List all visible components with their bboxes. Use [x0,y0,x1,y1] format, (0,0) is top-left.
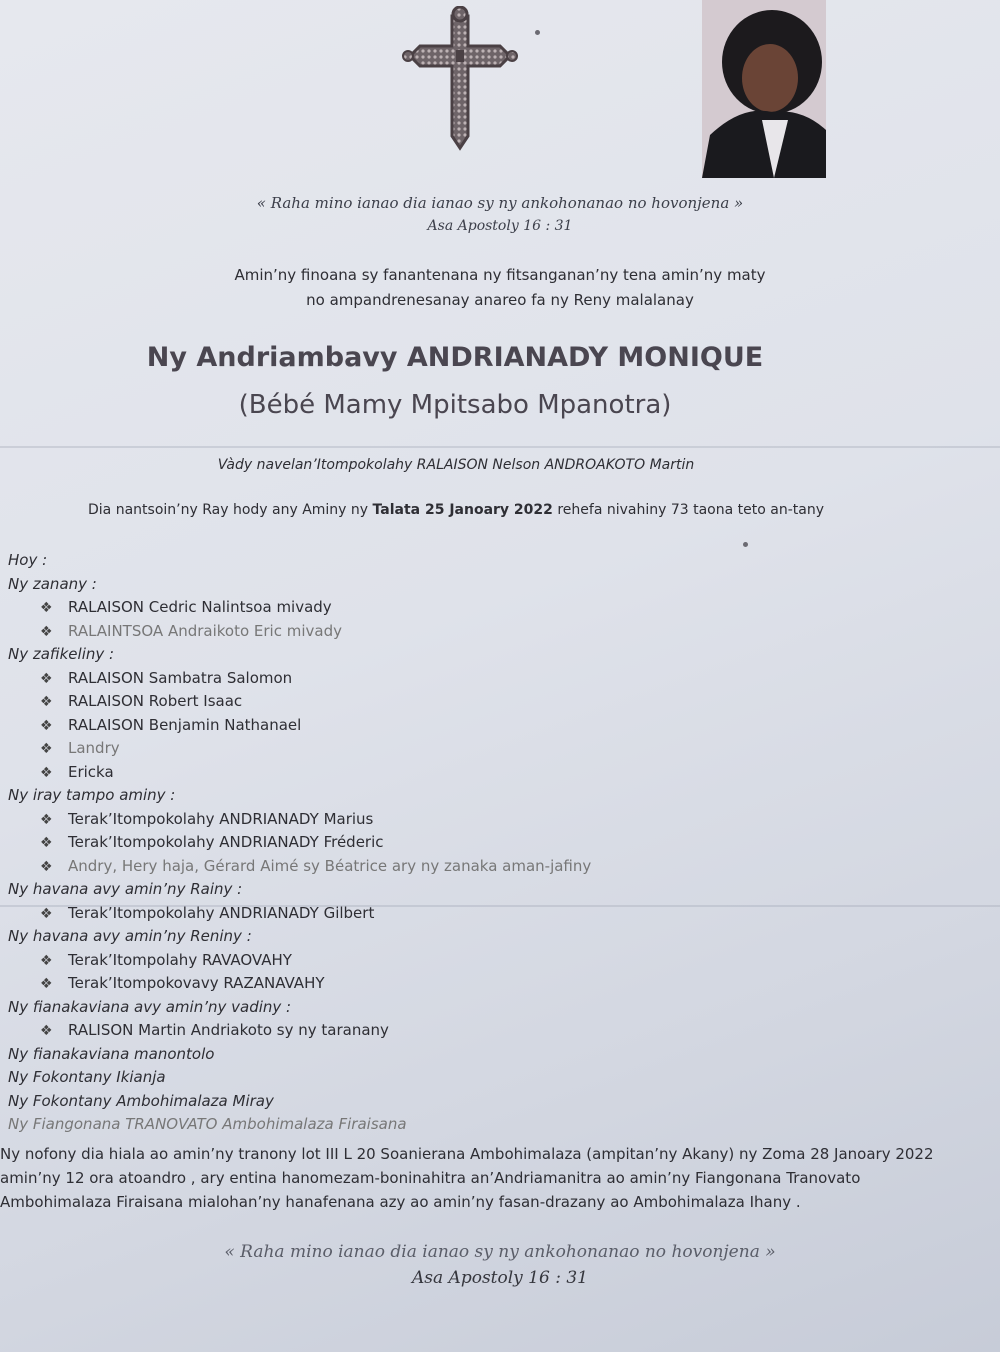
burial-line-2: amin’ny 12 ora atoandro , ary entina hanomezam-boninahitra an’Andriamanitra ao amin’ny Fiangonana Tranovato [0,1169,861,1187]
husband-family-heading: Ny fianakaviana avy amin’ny vadiny : [8,997,292,1016]
bullet-icon: ❖ [40,905,53,922]
intro-line-1: Amin’ny finoana sy fanantenana ny fitsanganan’ny tena amin’ny maty [234,266,766,284]
list-item: ❖ Andry, Hery haja, Gérard Aimé sy Béatrice ary ny zanaka aman-jafiny [8,855,968,879]
burial-line-1: Ny nofony dia hiala ao amin’ny tranony lot III L 20 Soanierana Ambohimalaza (ampitan’ny Akany) ny Zoma 28 Janoary 2022 [0,1145,934,1163]
paper-speck [743,542,748,547]
list-item: ❖ Landry [8,737,968,761]
fokontany-ikianja-line: Ny Fokontany Ikianja [8,1068,166,1086]
list-item: ❖ Terak’Itompokolahy ANDRIANADY Fréderic [8,831,968,855]
deceased-name: Ny Andriambavy ANDRIANADY MONIQUE [146,342,764,373]
portrait-photo [702,0,826,178]
bullet-icon: ❖ [40,741,53,757]
bullet-icon: ❖ [40,835,53,851]
bullet-icon: ❖ [40,976,53,992]
bullet-icon: ❖ [40,694,53,710]
list-item: ❖ Ericka [8,761,968,785]
death-notice-text: Dia nantsoin’ny Ray hody any Aminy ny [88,502,373,518]
deceased-nickname: (Bébé Mamy Mpitsabo Mpanotra) [238,390,672,420]
list-item: ❖ RALAISON Benjamin Nathanael [8,714,968,738]
list-item: ❖ Terak’Itompolahy RAVAOVAHY [8,949,968,973]
list-item: ❖ Terak’Itompokolahy ANDRIANADY Gilbert [8,902,968,926]
church-line: Ny Fiangonana TRANOVATO Ambohimalaza Firaisana [8,1115,407,1133]
fokontany-ambohimalaza-line: Ny Fokontany Ambohimalaza Miray [8,1091,274,1110]
list-item: ❖ RALISON Martin Andriakoto sy ny taranany [8,1019,968,1043]
list-item: ❖ Terak’Itompokolahy ANDRIANADY Marius [8,808,968,832]
bullet-icon: ❖ [40,811,53,828]
paper-speck [535,30,540,35]
family-list [8,549,968,1137]
death-notice-age: rehefa nivahiny 73 taona teto an-tany [552,502,824,518]
closing-bible-verse: « Raha mino ianao dia ianao sy ny ankohonanao no hovonjena » [224,1242,776,1262]
mother-side-heading: Ny havana avy amin’ny Reniny : [8,927,252,945]
bullet-icon: ❖ [40,858,53,875]
father-side-heading: Ny havana avy amin’ny Rainy : [8,880,243,898]
death-notice [0,502,912,518]
bullet-icon: ❖ [40,952,53,969]
children-heading: Ny zanany : [8,574,97,593]
spouse-line: Vàdy navelan’Itompokolahy RALAISON Nelson ANDROAKOTO Martin [217,457,695,473]
bullet-icon: ❖ [40,1023,53,1039]
bullet-icon: ❖ [40,717,53,734]
bible-verse: « Raha mino ianao dia ianao sy ny ankohonanao no hovonjena » [256,194,744,212]
death-date: Talata 25 Janoary 2022 [372,502,553,518]
burial-paragraph [0,1142,990,1214]
bullet-icon: ❖ [40,670,53,687]
burial-line-3: Ambohimalaza Firaisana mialohan’ny hanafenana azy ao amin’ny fasan-drazany ao Ambohimalaza Ihany . [0,1193,801,1211]
hoy-heading: Hoy : [8,551,48,569]
siblings-heading: Ny iray tampo aminy : [8,786,176,804]
cross-icon [402,6,518,152]
bible-verse-reference: Asa Apostoly 16 : 31 [427,218,573,234]
bullet-icon: ❖ [40,600,53,616]
extended-family-line: Ny fianakaviana manontolo [8,1044,215,1063]
list-item: ❖ RALAINTSOA Andraikoto Eric mivady [8,620,968,644]
list-item: ❖ Terak’Itompokovavy RAZANAVAHY [8,972,968,996]
intro-line-2: no ampandrenesanay anareo fa ny Reny malalanay [306,291,694,309]
bullet-icon: ❖ [40,623,53,640]
paper-fold [0,446,1000,448]
bullet-icon: ❖ [40,764,53,781]
grandchildren-heading: Ny zafikeliny : [8,645,115,663]
closing-verse-reference: Asa Apostoly 16 : 31 [412,1268,588,1288]
list-item: ❖ RALAISON Robert Isaac [8,690,968,714]
list-item: ❖ RALAISON Cedric Nalintsoa mivady [8,596,968,620]
list-item: ❖ RALAISON Sambatra Salomon [8,667,968,691]
